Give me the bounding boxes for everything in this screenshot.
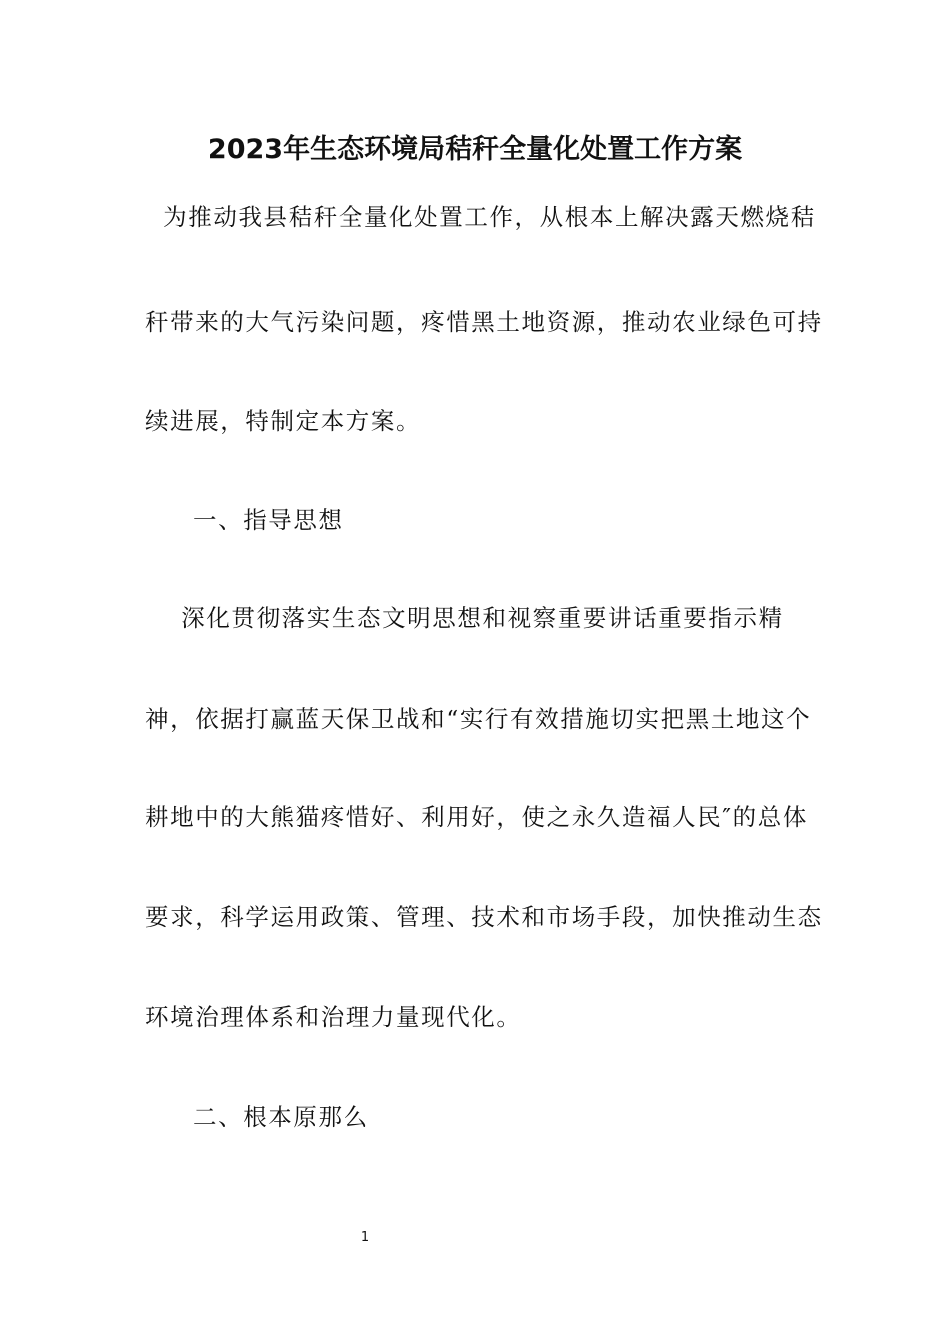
paragraph-line: 要求，科学运用政策、管理、技术和市场手段，加快推动生态 [145, 903, 823, 931]
paragraph-line: 深化贯彻落实生态文明思想和视察重要讲话重要指示精 [145, 604, 784, 632]
paragraph-line: 耕地中的大熊猫疼惜好、利用好，使之永久造福人民″的总体 [145, 803, 808, 831]
paragraph-line: 为推动我县秸秆全量化处置工作，从根本上解决露天燃烧秸 [145, 203, 816, 231]
document-title: 2023年生态环境局秸秆全量化处置工作方案 [207, 134, 743, 165]
paragraph-line: 秆带来的大气污染问题，疼惜黑土地资源，推动农业绿色可持 [145, 308, 823, 336]
paragraph-line: 神，依据打赢蓝天保卫战和“实行有效措施切实把黑土地这个 [145, 705, 812, 733]
section-heading: 二、根本原那么 [193, 1103, 369, 1131]
paragraph-line: 环境治理体系和治理力量现代化。 [145, 1003, 522, 1031]
page-number: 1 [360, 1230, 370, 1245]
paragraph-line: 续进展，特制定本方案。 [145, 407, 422, 435]
section-heading: 一、指导思想 [193, 506, 344, 534]
